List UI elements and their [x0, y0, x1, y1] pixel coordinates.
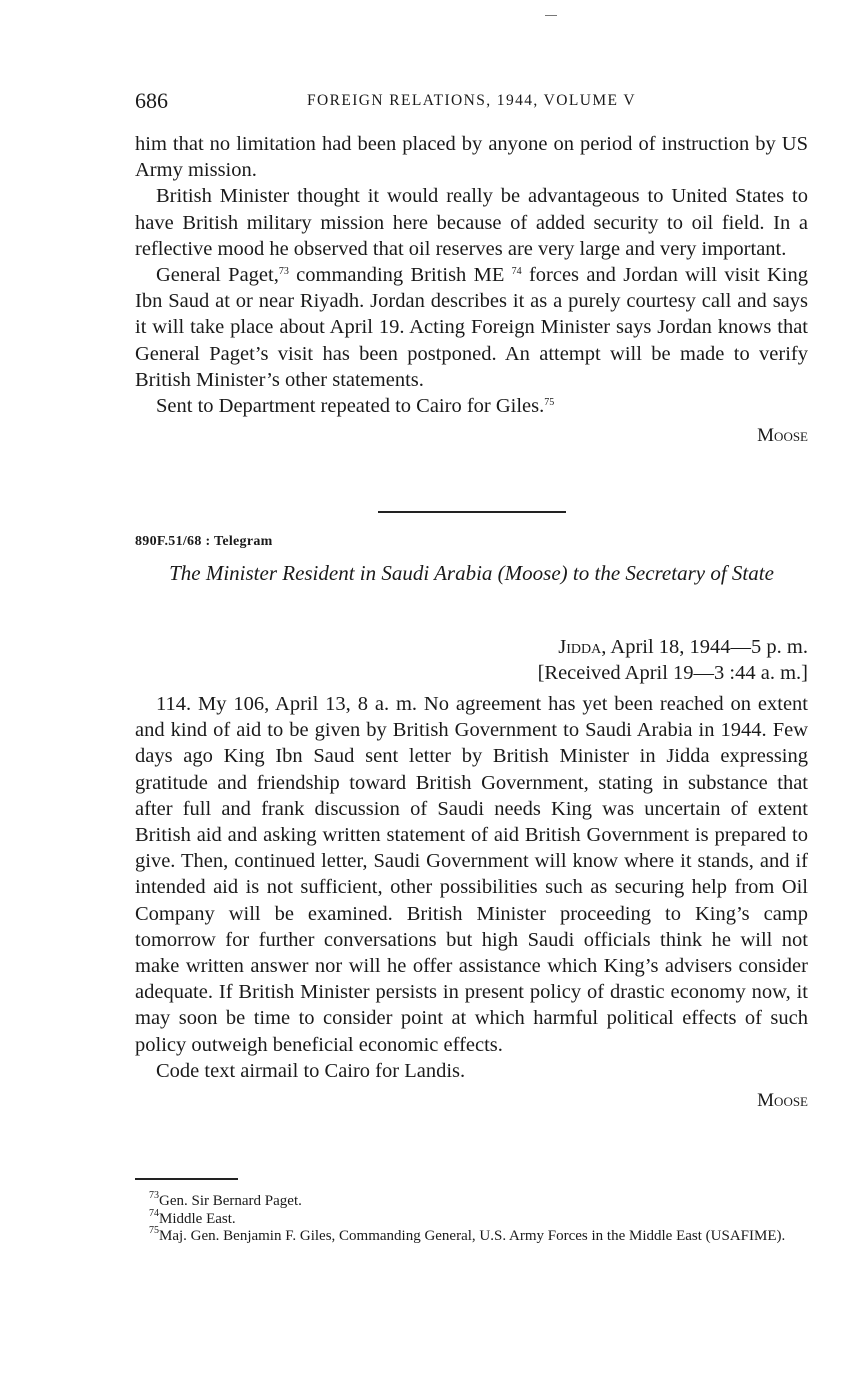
- footnote-ref-74[interactable]: 74: [511, 266, 522, 278]
- date-sent-text: , April 18, 1944—5 p. m.: [601, 636, 808, 658]
- paget-text-1: General Paget,: [156, 264, 279, 287]
- dateline: [538, 634, 808, 686]
- paget-text-2: commanding British ME: [288, 264, 512, 287]
- signature-2: Moose: [757, 1090, 808, 1112]
- telegram-1-text: [135, 131, 808, 449]
- running-header: [135, 88, 808, 116]
- footnote-75: [135, 1225, 808, 1246]
- british-minister-paragraph: British Minister thought it would really be advantageous to United States to have British military mission here because of added security to oil field. In a reflective mood he observed that oil reserves are very large and very important.: [135, 185, 808, 260]
- file-reference: 890F.51/68 : Telegram: [135, 534, 273, 549]
- place-name: Jidda: [558, 636, 602, 658]
- footnote-text: Gen. Sir Bernard Paget.: [159, 1193, 302, 1209]
- continuation-paragraph: him that no limitation had been placed by anyone on period of instruction by US Army mission.: [135, 133, 808, 182]
- sent-line: [135, 393, 808, 419]
- section-divider: [378, 511, 566, 513]
- date-sent: [538, 634, 808, 660]
- footnote-text: Maj. Gen. Benjamin F. Giles, Commanding General, U.S. Army Forces in the Middle East (USAFIME).: [159, 1228, 786, 1244]
- paget-text-3: forces and Jordan will visit King Ibn Saud at or near Riyadh. Jordan describes it as a purely courtesy call and says it will take place about April 19. Acting Foreign Minister says Jordan knows that General Paget’s visit has been postponed. An attempt will be made to verify British Minister’s other statements.: [135, 264, 808, 391]
- date-received: [Received April 19—3 :44 a. m.]: [537, 662, 808, 684]
- running-title: FOREIGN RELATIONS, 1944, VOLUME V: [307, 92, 636, 109]
- footnote-number: 75: [149, 1225, 159, 1236]
- footnote-number: 74: [149, 1207, 159, 1219]
- top-mark: [545, 15, 557, 16]
- paget-paragraph: [135, 262, 808, 393]
- footnote-text: Middle East.: [159, 1210, 236, 1227]
- document-title: The Minister Resident in Saudi Arabia (Moose) to the Secretary of State: [169, 561, 774, 585]
- footnote-divider: [135, 1178, 238, 1180]
- footnote-ref-73[interactable]: 73: [278, 266, 289, 278]
- page-number: 686: [135, 88, 168, 113]
- footnotes: [135, 1190, 808, 1246]
- airmail-line: Code text airmail to Cairo for Landis.: [156, 1059, 466, 1082]
- telegram-2-text: [135, 691, 808, 1114]
- footnote-ref-75[interactable]: 75: [544, 397, 555, 409]
- telegram-body: 114. My 106, April 13, 8 a. m. No agreement has yet been reached on extent and kind of aid to be given by British Government to Saudi Arabia in 1944. Few days ago King Ibn Saud sent letter by British Minister in Jidda expressing gratitude and friendship toward British Government, stating in substance that after full and frank discussion of Saudi needs King was uncertain of extent British aid and asking written statement of aid British Government is prepared to give. Then, continued letter, Saudi Government will know where it stands, and if intended aid is not sufficient, other possibilities such as securing help from Oil Company will be examined. British Minister proceeding to King’s camp tomorrow for further conversations but high Saudi officials think he will not make written answer nor will he offer assistance which King’s advisers consider adequate. If British Minister persists in present policy of drastic economy now, it may soon be time to consider point at which harmful political effects of such policy outweigh beneficial economic effects.: [135, 693, 808, 1056]
- sent-line-text: Sent to Department repeated to Cairo for Giles.: [156, 395, 545, 418]
- footnote-number: 73: [149, 1190, 159, 1201]
- footnote-74: [135, 1207, 808, 1229]
- footnote-73: [135, 1190, 808, 1211]
- signature-1: Moose: [757, 425, 808, 447]
